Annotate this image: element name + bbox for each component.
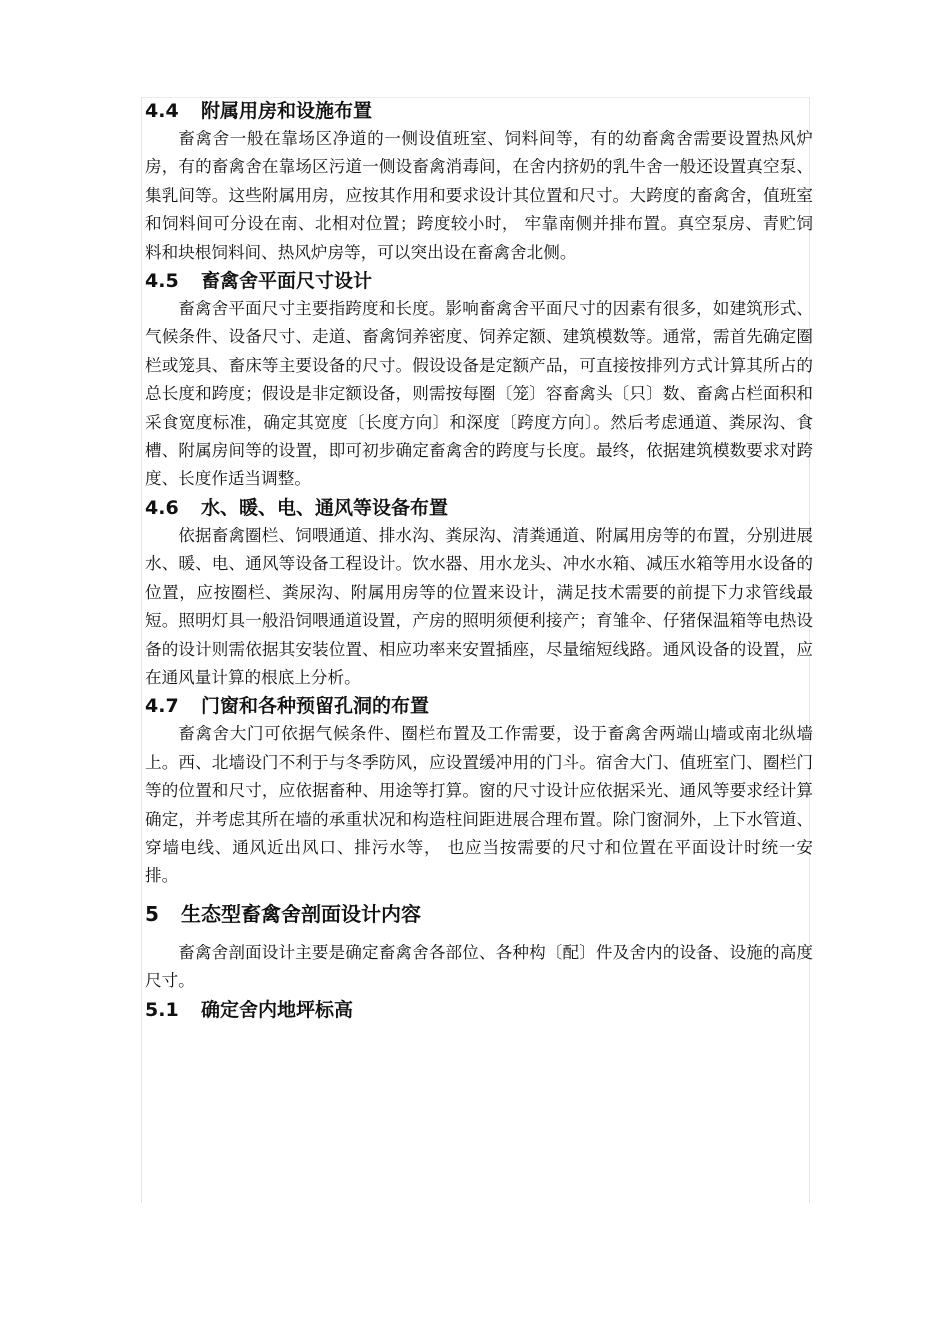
section-heading-4-4 xyxy=(145,97,813,125)
section-paragraph-4-7: 畜禽舍大门可依据气候条件、圈栏布置及工作需要，设于畜禽舍两端山墙或南北纵墙上。西、北墙设门不利于与冬季防风，应设置缓冲用的门斗。宿舍大门、值班室门、圈栏门等的位置和尺寸，应依据畜种、用途等打算。窗的尺寸设计应依据采光、通风等要求经计算确定，并考虑其所在墙的承重状况和构造柱间距进展合理布置。除门窗洞外，上下水管道、穿墙电线、通风近出风口、排污水等， 也应当按需要的尺寸和位置在平面设计时统一安排。 xyxy=(145,724,813,886)
section-number: 4.6 xyxy=(145,496,179,519)
section-number: 4.5 xyxy=(145,270,179,293)
chapter-title: 生态型畜禽舍剖面设计内容 xyxy=(181,901,421,926)
section-paragraph-4-4: 畜禽舍一般在靠场区净道的一侧设值班室、饲料间等，有的幼畜禽舍需要设置热风炉房，有的畜禽舍在靠场区污道一侧设畜禽消毒间，在舍内挤奶的乳牛舍一般还设置真空泵、集乳间等。这些附属用房，应按其作用和要求设计其位置和尺寸。大跨度的畜禽舍，值班室和饲料间可分设在南、北相对位置；跨度较小时， 牢靠南侧并排布置。真空泵房、青贮饲料和块根饲料间、热风炉房等，可以突出设在畜禽舍北侧。 xyxy=(145,129,813,262)
chapter-heading-5 xyxy=(145,899,813,929)
section-heading-4-7 xyxy=(145,692,813,720)
section-number: 4.4 xyxy=(145,100,179,122)
document-body xyxy=(145,97,813,1024)
section-title: 畜禽舍平面尺寸设计 xyxy=(201,270,373,293)
section-heading-4-5 xyxy=(145,267,813,295)
section-title: 门窗和各种预留孔洞的布置 xyxy=(201,695,430,718)
section-title: 水、暖、电、通风等设备布置 xyxy=(201,496,449,519)
section-heading-5-1 xyxy=(145,996,813,1024)
section-title: 附属用房和设施布置 xyxy=(201,100,373,122)
section-paragraph-4-5: 畜禽舍平面尺寸主要指跨度和长度。影响畜禽舍平面尺寸的因素有很多，如建筑形式、气候条件、设备尺寸、走道、畜禽饲养密度、饲养定额、建筑模数等。通常，需首先确定圈栏或笼具、畜床等主要设备的尺寸。假设设备是定额产品，可直接按排列方式计算其所占的总长度和跨度；假设是非定额设备，则需按每圈〔笼〕容畜禽头〔只〕数、畜禽占栏面积和采食宽度标准，确定其宽度〔长度方向〕和深度〔跨度方向〕。然后考虑通道、粪尿沟、食槽、附属房间等的设置，即可初步确定畜禽舍的跨度与长度。最终，依据建筑模数要求对跨度、长度作适当调整。 xyxy=(145,299,813,489)
section-title: 确定舍内地坪标高 xyxy=(201,998,354,1021)
section-number: 4.7 xyxy=(145,695,179,718)
chapter-paragraph-5: 畜禽舍剖面设计主要是确定畜禽舍各部位、各种构〔配〕件及舍内的设备、设施的高度尺寸。 xyxy=(145,942,813,991)
chapter-number: 5 xyxy=(145,901,159,926)
section-number: 5.1 xyxy=(145,998,179,1021)
section-heading-4-6 xyxy=(145,494,813,522)
section-paragraph-4-6: 依据畜禽圈栏、饲喂通道、排水沟、粪尿沟、清粪通道、附属用房等的布置，分别进展水、暖、电、通风等设备工程设计。饮水器、用水龙头、冲水水箱、减压水箱等用水设备的位置，应按圈栏、粪尿沟、附属用房等的位置来设计，满足技术需要的前提下力求管线最短。照明灯具一般沿饲喂通道设置，产房的照明须便利接产；育雏伞、仔猪保温箱等电热设备的设计则需依据其安装位置、相应功率来安置插座，尽量缩短线路。通风设备的设置，应在通风量计算的根底上分析。 xyxy=(145,525,813,687)
